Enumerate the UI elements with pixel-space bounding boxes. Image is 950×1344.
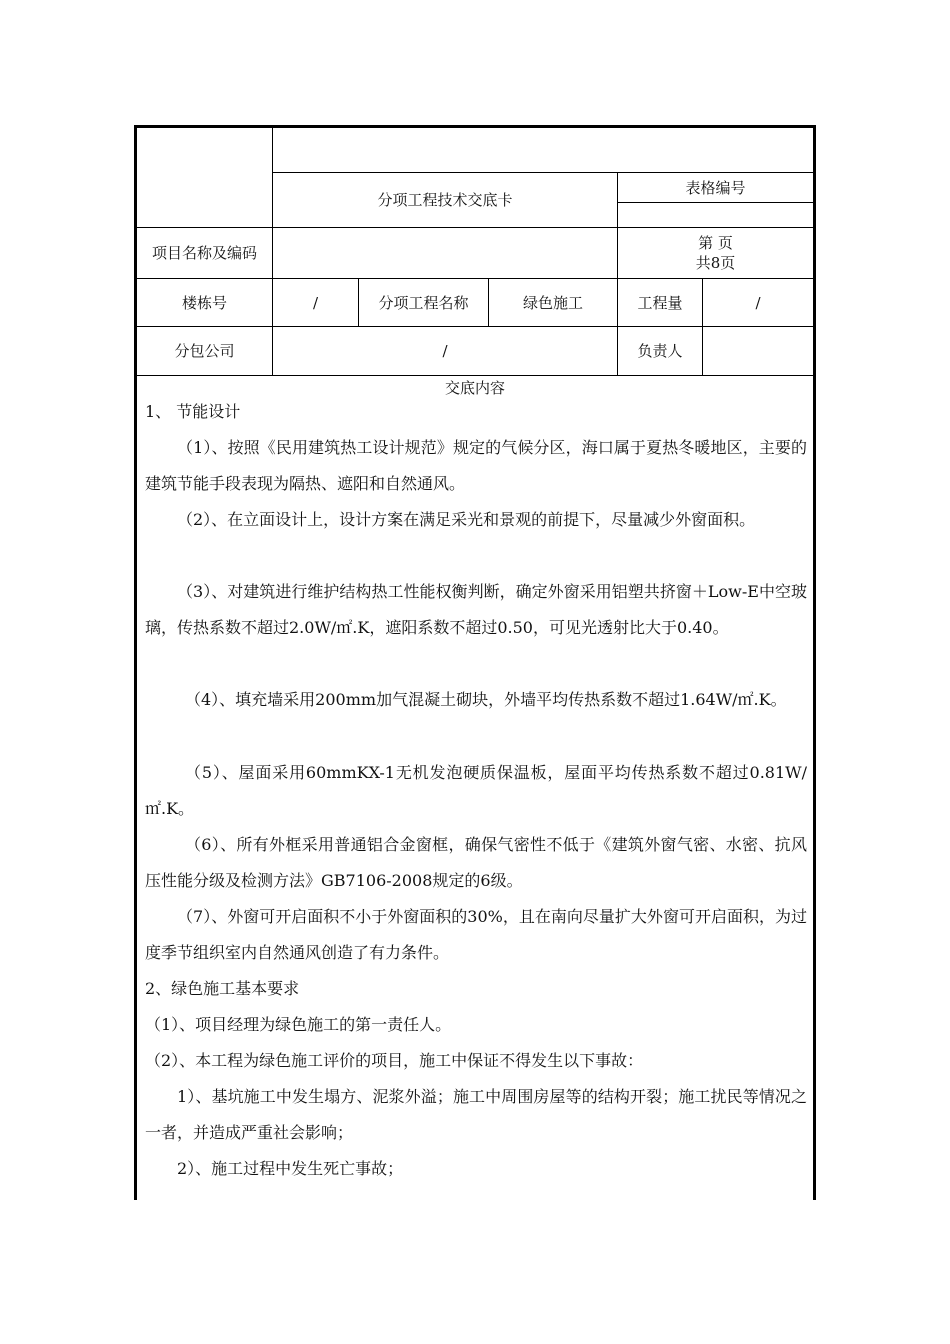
paragraph: （3）、对建筑进行维护结构热工性能权衡判断，确定外窗采用铝塑共挤窗＋Low-E中空玻璃，传热系数不超过2.0W/㎡.K，遮阳系数不超过0.50，可见光透射比大于0.40。 bbox=[145, 582, 807, 637]
project-label: 项目名称及编码 bbox=[151, 244, 257, 262]
page-info bbox=[618, 228, 813, 278]
subproject-label: 分项工程名称 bbox=[378, 293, 469, 312]
paragraph: 2）、施工过程中发生死亡事故； bbox=[177, 1159, 404, 1178]
paragraph: （2）、在立面设计上，设计方案在满足采光和景观的前提下，尽量减少外窗面积。 bbox=[177, 510, 756, 529]
paragraph: 1）、基坑施工中发生塌方、泥浆外溢；施工中周围房屋等的结构开裂；施工扰民等情况之一者，并造成严重社会影响； bbox=[145, 1087, 807, 1142]
section-heading: 1、 节能设计 bbox=[145, 402, 241, 421]
paragraph: （1）、按照《民用建筑热工设计规范》规定的气候分区，海口属于夏热冬暖地区，主要的建筑节能手段表现为隔热、遮阳和自然通风。 bbox=[145, 438, 807, 493]
quantity-value: / bbox=[755, 293, 761, 312]
subcontractor-value: / bbox=[442, 342, 448, 360]
paragraph: （5）、屋面采用60mmKX-1无机发泡硬质保温板，屋面平均传热系数不超过0.81W/㎡.K。 bbox=[145, 763, 807, 818]
building-value: / bbox=[312, 293, 319, 312]
paragraph: （4）、填充墙采用200mm加气混凝土砌块，外墙平均传热系数不超过1.64W/㎡.K。 bbox=[185, 690, 787, 709]
quantity-label: 工程量 bbox=[637, 293, 683, 312]
total-pages: 共8页 bbox=[695, 254, 736, 272]
section-heading: 2、绿色施工基本要求 bbox=[145, 979, 300, 998]
building-label: 楼栋号 bbox=[181, 293, 227, 312]
content-heading: 交底内容 bbox=[444, 379, 505, 397]
paragraph: （1）、项目经理为绿色施工的第一责任人。 bbox=[145, 1015, 452, 1034]
paragraph: （2）、本工程为绿色施工评价的项目，施工中保证不得发生以下事故： bbox=[145, 1051, 644, 1070]
form-number-label: 表格编号 bbox=[685, 179, 746, 197]
paragraph: （7）、外窗可开启面积不小于外窗面积的30%，且在南向尽量扩大外窗可开启面积，为过度季节组织室内自然通风创造了有力条件。 bbox=[145, 907, 807, 962]
form-title: 分项工程技术交底卡 bbox=[377, 191, 513, 209]
paragraph: （6）、所有外框采用普通铝合金窗框，确保气密性不低于《建筑外窗气密、水密、抗风压性能分级及检测方法》GB7106-2008规定的6级。 bbox=[145, 835, 807, 890]
responsible-label: 负责人 bbox=[637, 342, 683, 360]
page-label: 第 页 bbox=[698, 234, 733, 252]
subproject-value: 绿色施工 bbox=[522, 293, 583, 312]
subcontractor-label: 分包公司 bbox=[174, 342, 235, 360]
